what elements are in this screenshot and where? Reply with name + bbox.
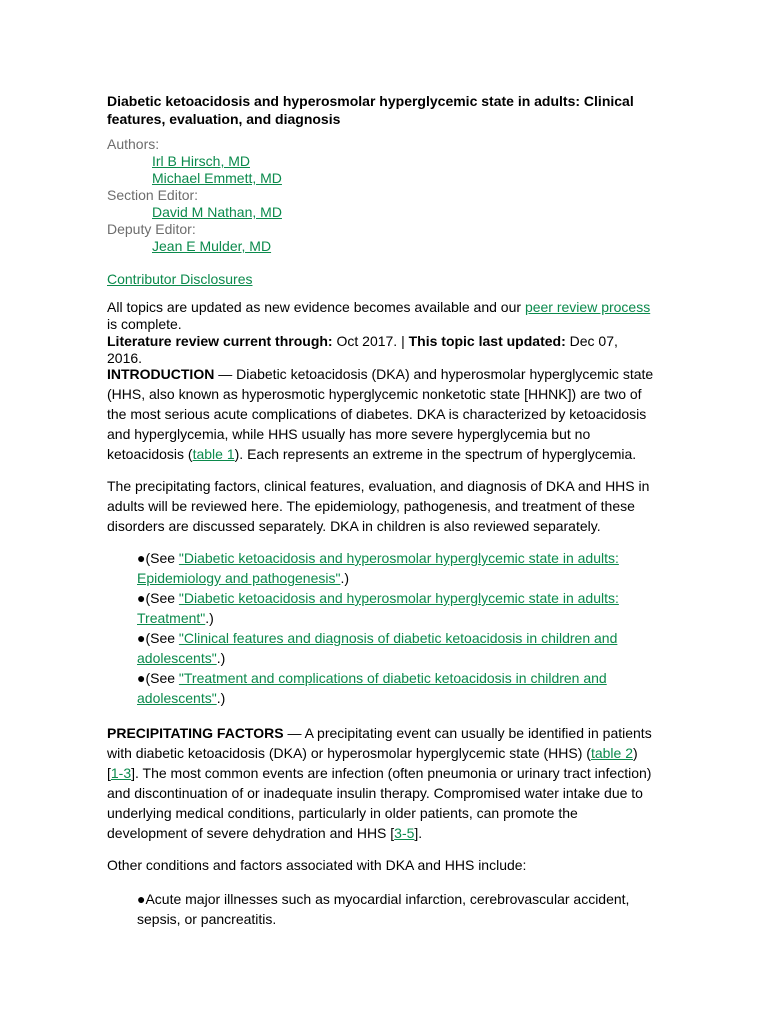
- see-suffix: .): [340, 570, 350, 586]
- see-suffix: .): [216, 690, 226, 706]
- see-prefix: ●(See: [137, 550, 179, 566]
- see-prefix: ●(See: [137, 670, 179, 686]
- last-updated-label: This topic last updated:: [408, 333, 566, 349]
- list-item: [137, 548, 655, 588]
- section-editor-label: Section Editor:: [107, 187, 199, 203]
- contributor-disclosures-link[interactable]: Contributor Disclosures: [107, 271, 253, 287]
- see-prefix: ●(See: [137, 590, 179, 606]
- disclosure-row: [107, 269, 655, 289]
- see-prefix: ●(See: [137, 630, 179, 646]
- authors-label: Authors:: [107, 136, 160, 152]
- list-item: [137, 668, 655, 708]
- deputy-editor-link[interactable]: Jean E Mulder, MD: [152, 238, 272, 254]
- other-conditions-paragraph: Other conditions and factors associated with DKA and HHS include:: [107, 857, 527, 873]
- peer-review-link[interactable]: peer review process: [524, 299, 651, 315]
- last-updated-value: Dec 07, 2016.: [107, 333, 618, 366]
- list-item: [137, 628, 655, 668]
- see-suffix: .): [216, 650, 226, 666]
- conditions-list: [137, 889, 655, 929]
- see-link-treatment[interactable]: "Diabetic ketoacidosis and hyperosmolar hyperglycemic state in adults: Treatment": [137, 590, 619, 626]
- update-info: [107, 299, 655, 367]
- author-link-1[interactable]: Irl B Hirsch, MD: [152, 153, 250, 169]
- table-1-link[interactable]: table 1: [192, 446, 235, 462]
- introduction-paragraph: [107, 364, 655, 464]
- reference-3-5-link[interactable]: 3-5: [394, 825, 415, 841]
- update-text-2: is complete.: [107, 316, 182, 332]
- update-text-1: All topics are updated as new evidence becomes available and our: [107, 299, 525, 315]
- precipitating-factors-paragraph: [107, 723, 655, 843]
- introduction-heading: INTRODUCTION: [107, 366, 215, 382]
- document-title: Diabetic ketoacidosis and hyperosmolar hyperglycemic state in adults: Clinical features, evaluation, and diagnosis: [107, 93, 634, 127]
- see-suffix: .): [205, 610, 214, 626]
- precipitating-factors-heading: PRECIPITATING FACTORS: [107, 725, 284, 741]
- author-info: [107, 136, 655, 255]
- reference-1-3-link[interactable]: 1-3: [110, 765, 132, 781]
- see-link-children-diagnosis[interactable]: "Clinical features and diagnosis of diabetic ketoacidosis in children and adolescents": [137, 630, 618, 666]
- precip-text-2: ) [: [107, 745, 638, 781]
- table-2-link[interactable]: table 2: [590, 745, 633, 761]
- lit-review-value: Oct 2017. |: [332, 333, 409, 349]
- section-editor-link[interactable]: David M Nathan, MD: [152, 204, 282, 220]
- list-item: [137, 588, 655, 628]
- precip-text-4: ].: [414, 825, 423, 841]
- deputy-editor-label: Deputy Editor:: [107, 221, 196, 237]
- see-also-list: [137, 548, 655, 708]
- author-link-2[interactable]: Michael Emmett, MD: [152, 170, 282, 186]
- see-link-epidemiology[interactable]: "Diabetic ketoacidosis and hyperosmolar hyperglycemic state in adults: Epidemiology and pathogenesis": [137, 550, 619, 586]
- intro-text-1: — Diabetic ketoacidosis (DKA) and hyperosmolar hyperglycemic state (HHS, also known as hyperosmotic hyperglycemic nonketotic state [HHNK]) are two of the most serious acute complications of diabetes. DKA is characterized by ketoacidosis and hyperglycemia, while HHS usually has more severe hyperglycemia but no ketoacidosis (: [107, 366, 654, 462]
- lit-review-label: Literature review current through:: [107, 333, 333, 349]
- scope-paragraph: The precipitating factors, clinical features, evaluation, and diagnosis of DKA and HHS in adults will be reviewed here. The epidemiology, pathogenesis, and treatment of these disorders are discussed separately. DKA in children is also reviewed separately.: [107, 478, 650, 534]
- see-link-children-treatment[interactable]: "Treatment and complications of diabetic ketoacidosis in children and adolescents": [137, 670, 607, 706]
- precip-text-1: — A precipitating event can usually be identified in patients with diabetic ketoacidosis (DKA) or hyperosmolar hyperglycemic state (HHS) (: [107, 725, 652, 761]
- list-item: ●Acute major illnesses such as myocardial infarction, cerebrovascular accident, sepsis, or pancreatitis.: [137, 891, 630, 927]
- precip-text-3: ]. The most common events are infection (often pneumonia or urinary tract infection) and discontinuation of or inadequate insulin therapy. Compromised water intake due to underlying medical conditions, particularly in older patients, can promote the development of severe dehydration and HHS [: [107, 765, 652, 841]
- intro-text-2: ). Each represents an extreme in the spectrum of hyperglycemia.: [234, 446, 637, 462]
